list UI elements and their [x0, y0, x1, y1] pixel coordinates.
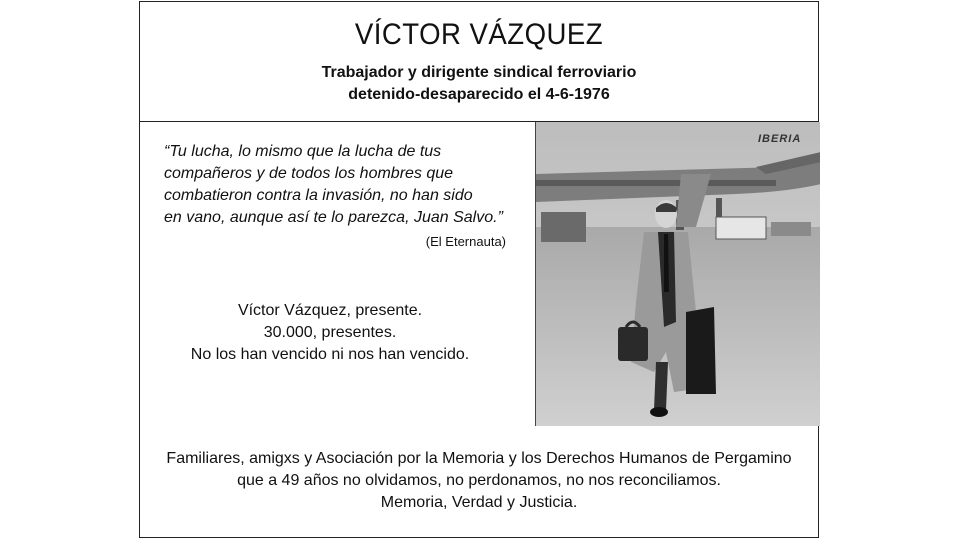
footer-line: que a 49 años no olvidamos, no perdonamos, no nos reconciliamos.	[237, 472, 721, 489]
briefcase	[618, 327, 648, 361]
subtitle-line: Trabajador y dirigente sindical ferroviario	[321, 64, 637, 81]
notice-footer	[140, 448, 818, 514]
quote-line: compañeros y de todos los hombres que	[164, 165, 454, 182]
eternauta-quote	[164, 141, 514, 229]
tribute-line: Víctor Vázquez, presente.	[237, 302, 423, 319]
quote-line: “Tu lucha, lo mismo que la lucha de tus	[164, 143, 442, 160]
tribute-text	[160, 300, 500, 366]
footer-line: Memoria, Verdad y Justicia.	[380, 494, 578, 511]
ground-vehicle	[541, 212, 586, 242]
portrait-photo	[535, 122, 820, 426]
airline-logo: IBERIA	[758, 133, 802, 145]
memorial-notice	[139, 1, 819, 538]
subtitle-line: detenido-desaparecido el 4-6-1976	[348, 86, 610, 103]
tribute-line: No los han vencido ni nos han vencido.	[190, 346, 470, 363]
ground-vehicle	[716, 217, 766, 239]
quote-line: combatieron contra la invasión, no han sido	[164, 187, 473, 204]
footer-line: Familiares, amigxs y Asociación por la Memoria y los Derechos Humanos de Pergamino	[166, 450, 792, 467]
notice-subtitle	[140, 62, 818, 106]
tribute-line: 30.000, presentes.	[263, 324, 397, 341]
notice-header	[140, 2, 818, 122]
person-name: VÍCTOR VÁZQUEZ	[354, 18, 604, 51]
quote-line: en vano, aunque así te lo parezca, Juan Salvo.”	[164, 209, 503, 226]
photo-illustration	[536, 122, 820, 426]
quote-source: (El Eternauta)	[425, 234, 506, 249]
